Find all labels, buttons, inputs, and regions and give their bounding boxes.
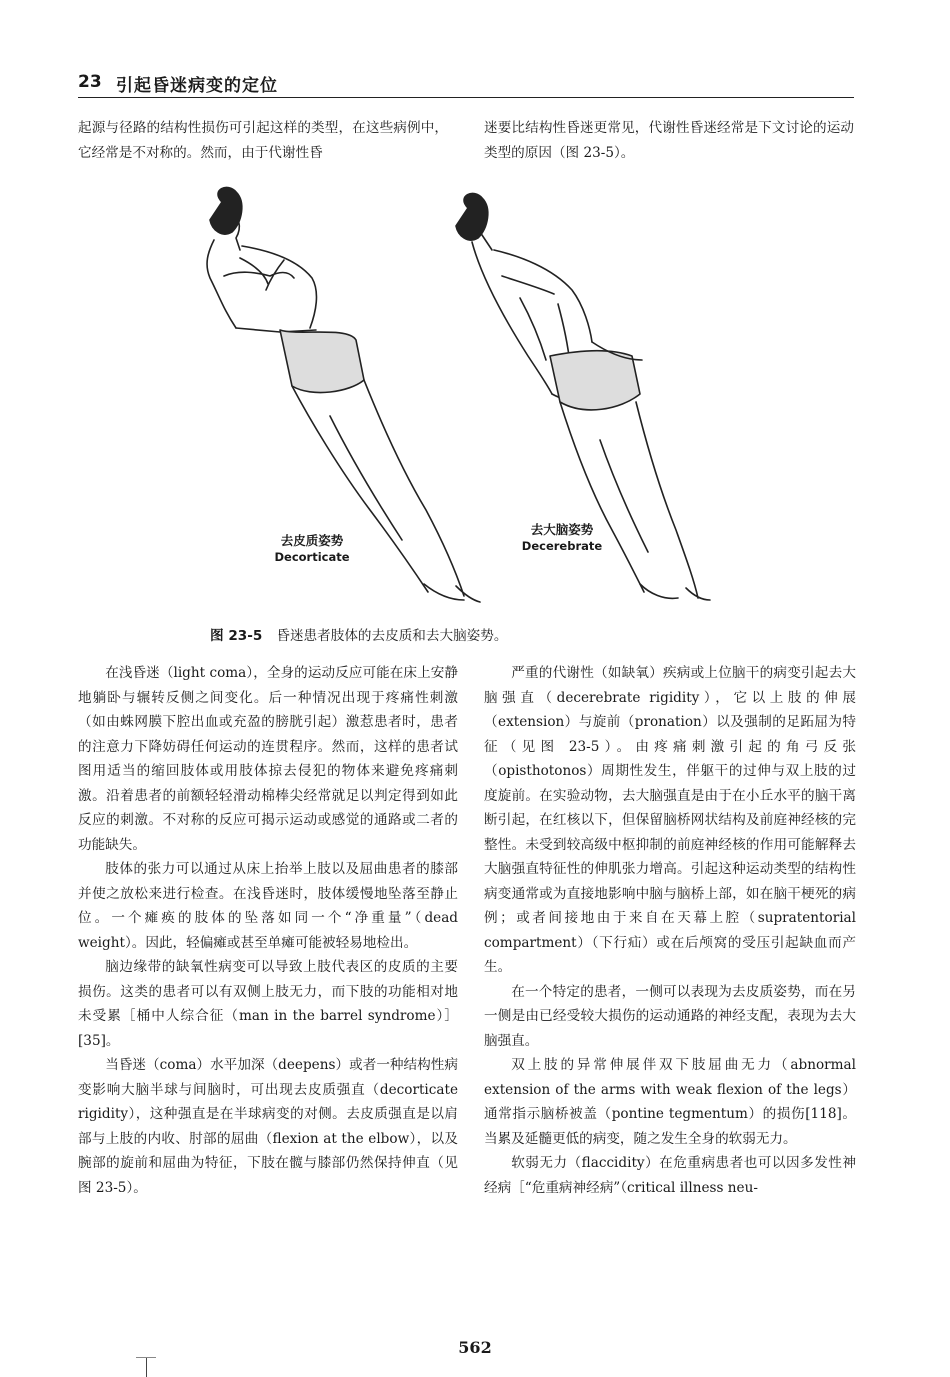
decorticate-label-en: Decorticate [274,550,350,564]
top-left-text [78,116,448,165]
paragraph: 双上肢的异常伸展伴双下肢屈曲无力（abnormal extension of the arms with weak flexion of the legs）通常指示脑桥被盖（pontine tegmentum）的损伤[118]。当累及延髓更低的病变，随之发生全身的软弱无力。 [484,1057,856,1147]
crop-mark [136,1357,156,1358]
paragraph: 起源与径路的结构性损伤可引起这样的类型，在这些病例中，它经常是不对称的。然而，由于代谢性昏 [78,120,448,161]
paragraph: 在一个特定的患者，一侧可以表现为去皮质姿势，而在另一侧是由已经受较大损伤的运动通路的神经支配，表现为去大脑强直。 [484,983,856,1049]
figure-caption [210,624,770,644]
running-header [78,68,854,98]
right-column [484,661,856,1200]
paragraph: 在浅昏迷（light coma），全身的运动反应可能在床上安静地躺卧与辗转反侧之间变化。后一种情况出现于疼痛性刺激（如由蛛网膜下腔出血或充盈的膀胱引起）激惹患者时，患者的注意力下降妨碍任何运动的连贯程序。然而，这样的患者试图用适当的缩回肢体或用肢体掠去侵犯的物体来避免疼痛刺激。沿着患者的前额轻轻滑动棉棒尖经常就足以判定得到如此反应的刺激。不对称的反应可揭示运动或感觉的通路或二者的功能缺失。 [78,665,458,853]
paragraph: 严重的代谢性（如缺氧）疾病或上位脑干的病变引起去大脑强直（decerebrate rigidity），它以上肢的伸展（extension）与旋前（pronation）以及强制的足跖屈为特征（见图 23-5）。由疼痛刺激引起的角弓反张（opisthotonos）周期性发生，伴躯干的过伸与双上肢的过度旋前。在实验动物，去大脑强直是由于在小丘水平的脑干离断引起，在红核以下，但保留脑桥网状结构及前庭神经核的完整性。未受到较高级中枢抑制的前庭神经核的作用可能解释去大脑强直特征性的伸肌张力增高。引起这种运动类型的结构性病变通常或为直接地影响中脑与脑桥上部，如在脑干梗死的病例；或者间接地由于来自在天幕上腔（supratentorial compartment）（下行疝）或在后颅窝的受压引起缺血而产生。 [484,665,856,975]
paragraph: 迷要比结构性昏迷更常见，代谢性昏迷经常是下文讨论的运动类型的原因（图 23-5）。 [484,120,854,161]
header-rule [78,97,854,98]
paragraph: 软弱无力（flaccidity）在危重病患者也可以因多发性神经病［“危重病神经病”（critical illness neu- [484,1155,856,1196]
paragraph: 肢体的张力可以通过从床上抬举上肢以及屈曲患者的膝部并使之放松来进行检查。在浅昏迷时，肢体缓慢地坠落至静止位。一个瘫痪的肢体的坠落如同一个“净重量”（dead weight）。因此，轻偏瘫或甚至单瘫可能被轻易地检出。 [78,861,458,951]
left-column [78,661,458,1200]
decorticate-label-zh: 去皮质姿势 [280,533,344,548]
decerebrate-label-en: Decerebrate [521,539,603,553]
decerebrate-label-zh: 去大脑姿势 [530,522,594,537]
paragraph: 当昏迷（coma）水平加深（deepens）或者一种结构性病变影响大脑半球与间脑时，可出现去皮质强直（decorticate rigidity），这种强直是在半球病变的对侧。去皮质强直是以肩部与上肢的内收、肘部的屈曲（flexion at the elbow），以及腕部的旋前和屈曲为特征，下肢在髋与膝部仍然保持伸直（见图 23-5）。 [78,1057,458,1196]
figure-caption-text: 昏迷患者肢体的去皮质和去大脑姿势。 [276,628,508,644]
page-number: 562 [458,1338,492,1357]
figure-number: 图 23-5 [210,628,263,644]
top-right-text [484,116,854,165]
chapter-number: 23 [78,72,102,92]
crop-mark [146,1357,147,1377]
decerebrate-label [514,520,610,553]
paragraph: 脑边缘带的缺氧性病变可以导致上肢代表区的皮质的主要损伤。这类的患者可以有双侧上肢无力，而下肢的功能相对地未受累［桶中人综合征（man in the barrel syndrome）］[35]。 [78,959,458,1049]
decorticate-label [264,531,360,564]
chapter-title: 引起昏迷病变的定位 [116,76,278,96]
